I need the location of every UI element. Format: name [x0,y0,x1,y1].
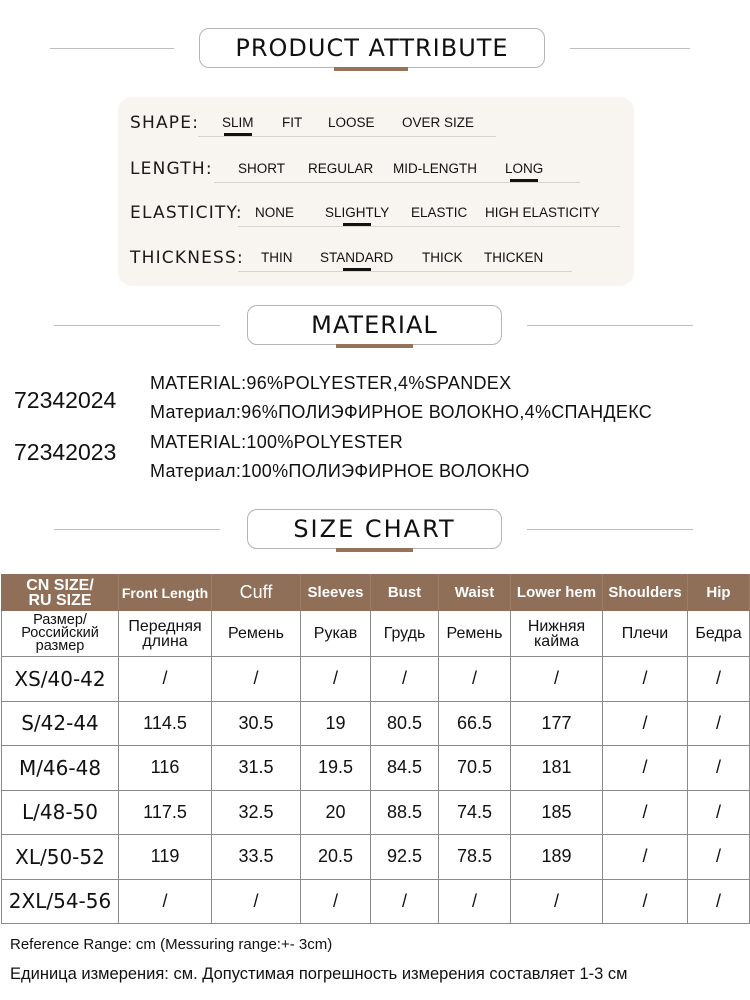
attribute-row-elasticity [118,199,634,229]
column-header-ru: Ремень [439,611,511,657]
measurement-cell: 80.5 [371,701,439,746]
size-label-cell: 2XL/54-56 [2,879,119,924]
measurement-cell: 116 [119,746,212,791]
measurement-cell: 66.5 [439,701,511,746]
size-label-cell: L/48-50 [2,790,119,835]
column-header-ru: Рукав [301,611,371,657]
material-label: Материал: [150,402,242,422]
attribute-option: THICK [422,250,463,265]
measurement-cell: / [603,657,688,702]
material-value: 96%ПОЛИЭФИРНОЕ ВОЛОКНО,4%СПАНДЕКС [241,402,653,422]
measurement-cell: / [603,790,688,835]
table-row [2,835,750,880]
attribute-panel [118,97,634,286]
attribute-option: SHORT [238,161,286,176]
measurement-cell: / [603,879,688,924]
column-header-en: Bust [371,575,439,611]
measurement-cell: 31.5 [212,746,301,791]
measurement-cell: / [688,746,750,791]
measurement-cell: / [688,701,750,746]
measurement-cell: / [603,746,688,791]
material-ru-line [150,402,652,423]
divider-line [527,529,693,530]
size-label-cell: M/46-48 [2,746,119,791]
column-header-en: Sleeves [301,575,371,611]
attribute-option-selected: SLIGHTLY [325,205,390,220]
measurement-cell: / [511,879,603,924]
column-header-en: Hip [688,575,750,611]
attribute-option-selected: LONG [505,161,544,176]
size-chart-table [1,574,750,924]
material-value: 96%POLYESTER,4%SPANDEX [246,373,512,393]
footnote-en: Reference Range: cm (Messuring range:+- 3cm) [10,936,333,953]
attribute-option: THIN [261,250,293,265]
measurement-cell: 32.5 [212,790,301,835]
attribute-label: ELASTICITY: [130,203,243,223]
divider-line [54,529,220,530]
measurement-cell: 119 [119,835,212,880]
attribute-option: THICKEN [484,250,544,265]
section-title: MATERIAL [247,305,502,345]
column-header-en: CN SIZE/ RU SIZE [2,575,119,611]
material-label: MATERIAL: [150,373,247,393]
measurement-cell: / [301,657,371,702]
header-row-en [2,575,750,611]
divider-line [54,325,220,326]
size-label-cell: XL/50-52 [2,835,119,880]
attribute-option: OVER SIZE [402,115,475,130]
measurement-cell: / [439,657,511,702]
measurement-cell: 20 [301,790,371,835]
measurement-cell: 185 [511,790,603,835]
measurement-cell: / [688,835,750,880]
measurement-cell: 181 [511,746,603,791]
measurement-cell: 117.5 [119,790,212,835]
measurement-cell: / [688,657,750,702]
material-en-line [150,373,511,394]
header-row-ru [2,611,750,657]
column-header-en: Lower hem [511,575,603,611]
measurement-cell: 30.5 [212,701,301,746]
table-row [2,746,750,791]
attribute-option: NONE [255,205,295,220]
attribute-baseline [238,226,620,227]
measurement-cell: / [212,657,301,702]
material-en-line [150,432,403,453]
product-attribute-header [0,24,750,74]
column-header-ru: Нижняя кайма [511,611,603,657]
attribute-option: FIT [282,115,303,130]
measurement-cell: / [212,879,301,924]
measurement-cell: 70.5 [439,746,511,791]
attribute-option: LOOSE [328,115,375,130]
accent-bar [336,548,413,552]
attribute-row-shape [118,109,634,139]
measurement-cell: / [119,657,212,702]
attribute-baseline [214,182,580,183]
measurement-cell: / [371,879,439,924]
column-header-ru: Ремень [212,611,301,657]
column-header-ru: Передняя длина [119,611,212,657]
measurement-cell: / [603,835,688,880]
attribute-option: MID-LENGTH [393,161,477,176]
attribute-option: REGULAR [308,161,374,176]
footnote-ru: Единица измерения: см. Допустимая погрешность измерения составляет 1-3 см [10,965,628,983]
column-header-ru: Размер/ Российский размер [2,611,119,657]
measurement-cell: 177 [511,701,603,746]
material-label: MATERIAL: [150,432,247,452]
measurement-cell: / [439,879,511,924]
material-value: 100%ПОЛИЭФИРНОЕ ВОЛОКНО [241,461,530,481]
attribute-option: HIGH ELASTICITY [485,205,600,220]
divider-line [50,48,174,49]
measurement-cell: / [511,657,603,702]
size-label-cell: S/42-44 [2,701,119,746]
measurement-cell: / [688,879,750,924]
attribute-baseline [198,136,496,137]
product-code: 72342024 [14,387,117,413]
attribute-option-selected: STANDARD [320,250,394,265]
size-label-cell: XS/40-42 [2,657,119,702]
measurement-cell: 84.5 [371,746,439,791]
measurement-cell: 78.5 [439,835,511,880]
column-header-en: Shoulders [603,575,688,611]
material-ru-line [150,461,530,482]
attribute-option: ELASTIC [411,205,468,220]
column-header-ru: Бедра [688,611,750,657]
measurement-cell: / [688,790,750,835]
material-value: 100%POLYESTER [246,432,404,452]
measurement-cell: 33.5 [212,835,301,880]
table-row [2,790,750,835]
size-chart-header [0,505,750,555]
attribute-row-length [118,155,634,185]
measurement-cell: / [371,657,439,702]
measurement-cell: 88.5 [371,790,439,835]
product-code: 72342023 [14,439,117,465]
measurement-cell: / [301,879,371,924]
attribute-label: SHAPE: [130,113,200,133]
measurement-cell: 19 [301,701,371,746]
measurement-cell: 92.5 [371,835,439,880]
column-header-ru: Плечи [603,611,688,657]
material-header [0,301,750,351]
column-header-en: Cuff [212,575,301,611]
table-row [2,701,750,746]
measurement-cell: / [603,701,688,746]
attribute-row-thickness [118,244,634,274]
divider-line [570,48,690,49]
measurement-cell: 189 [511,835,603,880]
attribute-option-selected: SLIM [222,115,254,130]
section-title: SIZE CHART [247,509,502,549]
accent-bar [336,344,413,348]
attribute-label: THICKNESS: [130,248,244,268]
measurement-cell: / [119,879,212,924]
table-row [2,879,750,924]
attribute-label: LENGTH: [130,159,213,179]
column-header-en: Front Length [119,575,212,611]
measurement-cell: 114.5 [119,701,212,746]
accent-bar [334,67,408,71]
measurement-cell: 20.5 [301,835,371,880]
column-header-ru: Грудь [371,611,439,657]
measurement-cell: 74.5 [439,790,511,835]
section-title: PRODUCT ATTRIBUTE [199,28,545,68]
material-label: Материал: [150,461,242,481]
table-row [2,657,750,702]
column-header-en: Waist [439,575,511,611]
divider-line [527,325,693,326]
attribute-baseline [238,271,572,272]
measurement-cell: 19.5 [301,746,371,791]
